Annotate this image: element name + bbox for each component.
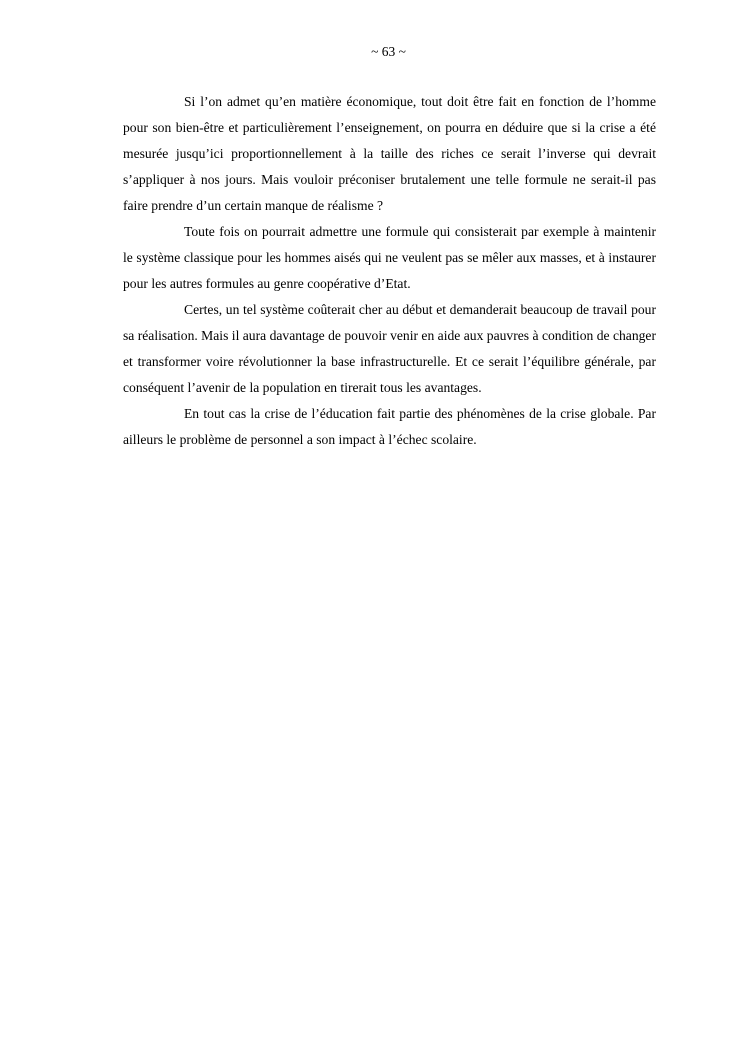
paragraph-2: Toute fois on pourrait admettre une formule qui consisterait par exemple à maintenir le système classique pour les hommes aisés qui ne veulent pas se mêler aux masses, et à instaurer pour les autres formules au genre coopérative d’Etat. — [123, 224, 656, 291]
paragraph-3: Certes, un tel système coûterait cher au début et demanderait beaucoup de travail pour sa réalisation. Mais il aura davantage de pouvoir venir en aide aux pauvres à condition de changer et transformer voire révolutionner la base infrastructurelle. Et ce serait l’équilibre générale, par conséquent l’avenir de la population en tirerait tous les avantages. — [123, 302, 656, 395]
paragraph-1: Si l’on admet qu’en matière économique, tout doit être fait en fonction de l’homme pour son bien-être et particulièrement l’enseignement, on pourra en déduire que si la crise a été mesurée jusqu’ici proportionnellement à la taille des riches ce serait l’inverse qui devrait s’appliquer à nos jours. Mais vouloir préconiser brutalement une telle formule ne serait-il pas faire prendre d’un certain manque de réalisme ? — [123, 94, 656, 213]
paragraph-4: En tout cas la crise de l’éducation fait partie des phénomènes de la crise globale. Par ailleurs le problème de personnel a son impact à l’échec scolaire. — [123, 406, 656, 447]
body-text — [123, 89, 656, 453]
page-number: ~ 63 ~ — [371, 44, 406, 59]
